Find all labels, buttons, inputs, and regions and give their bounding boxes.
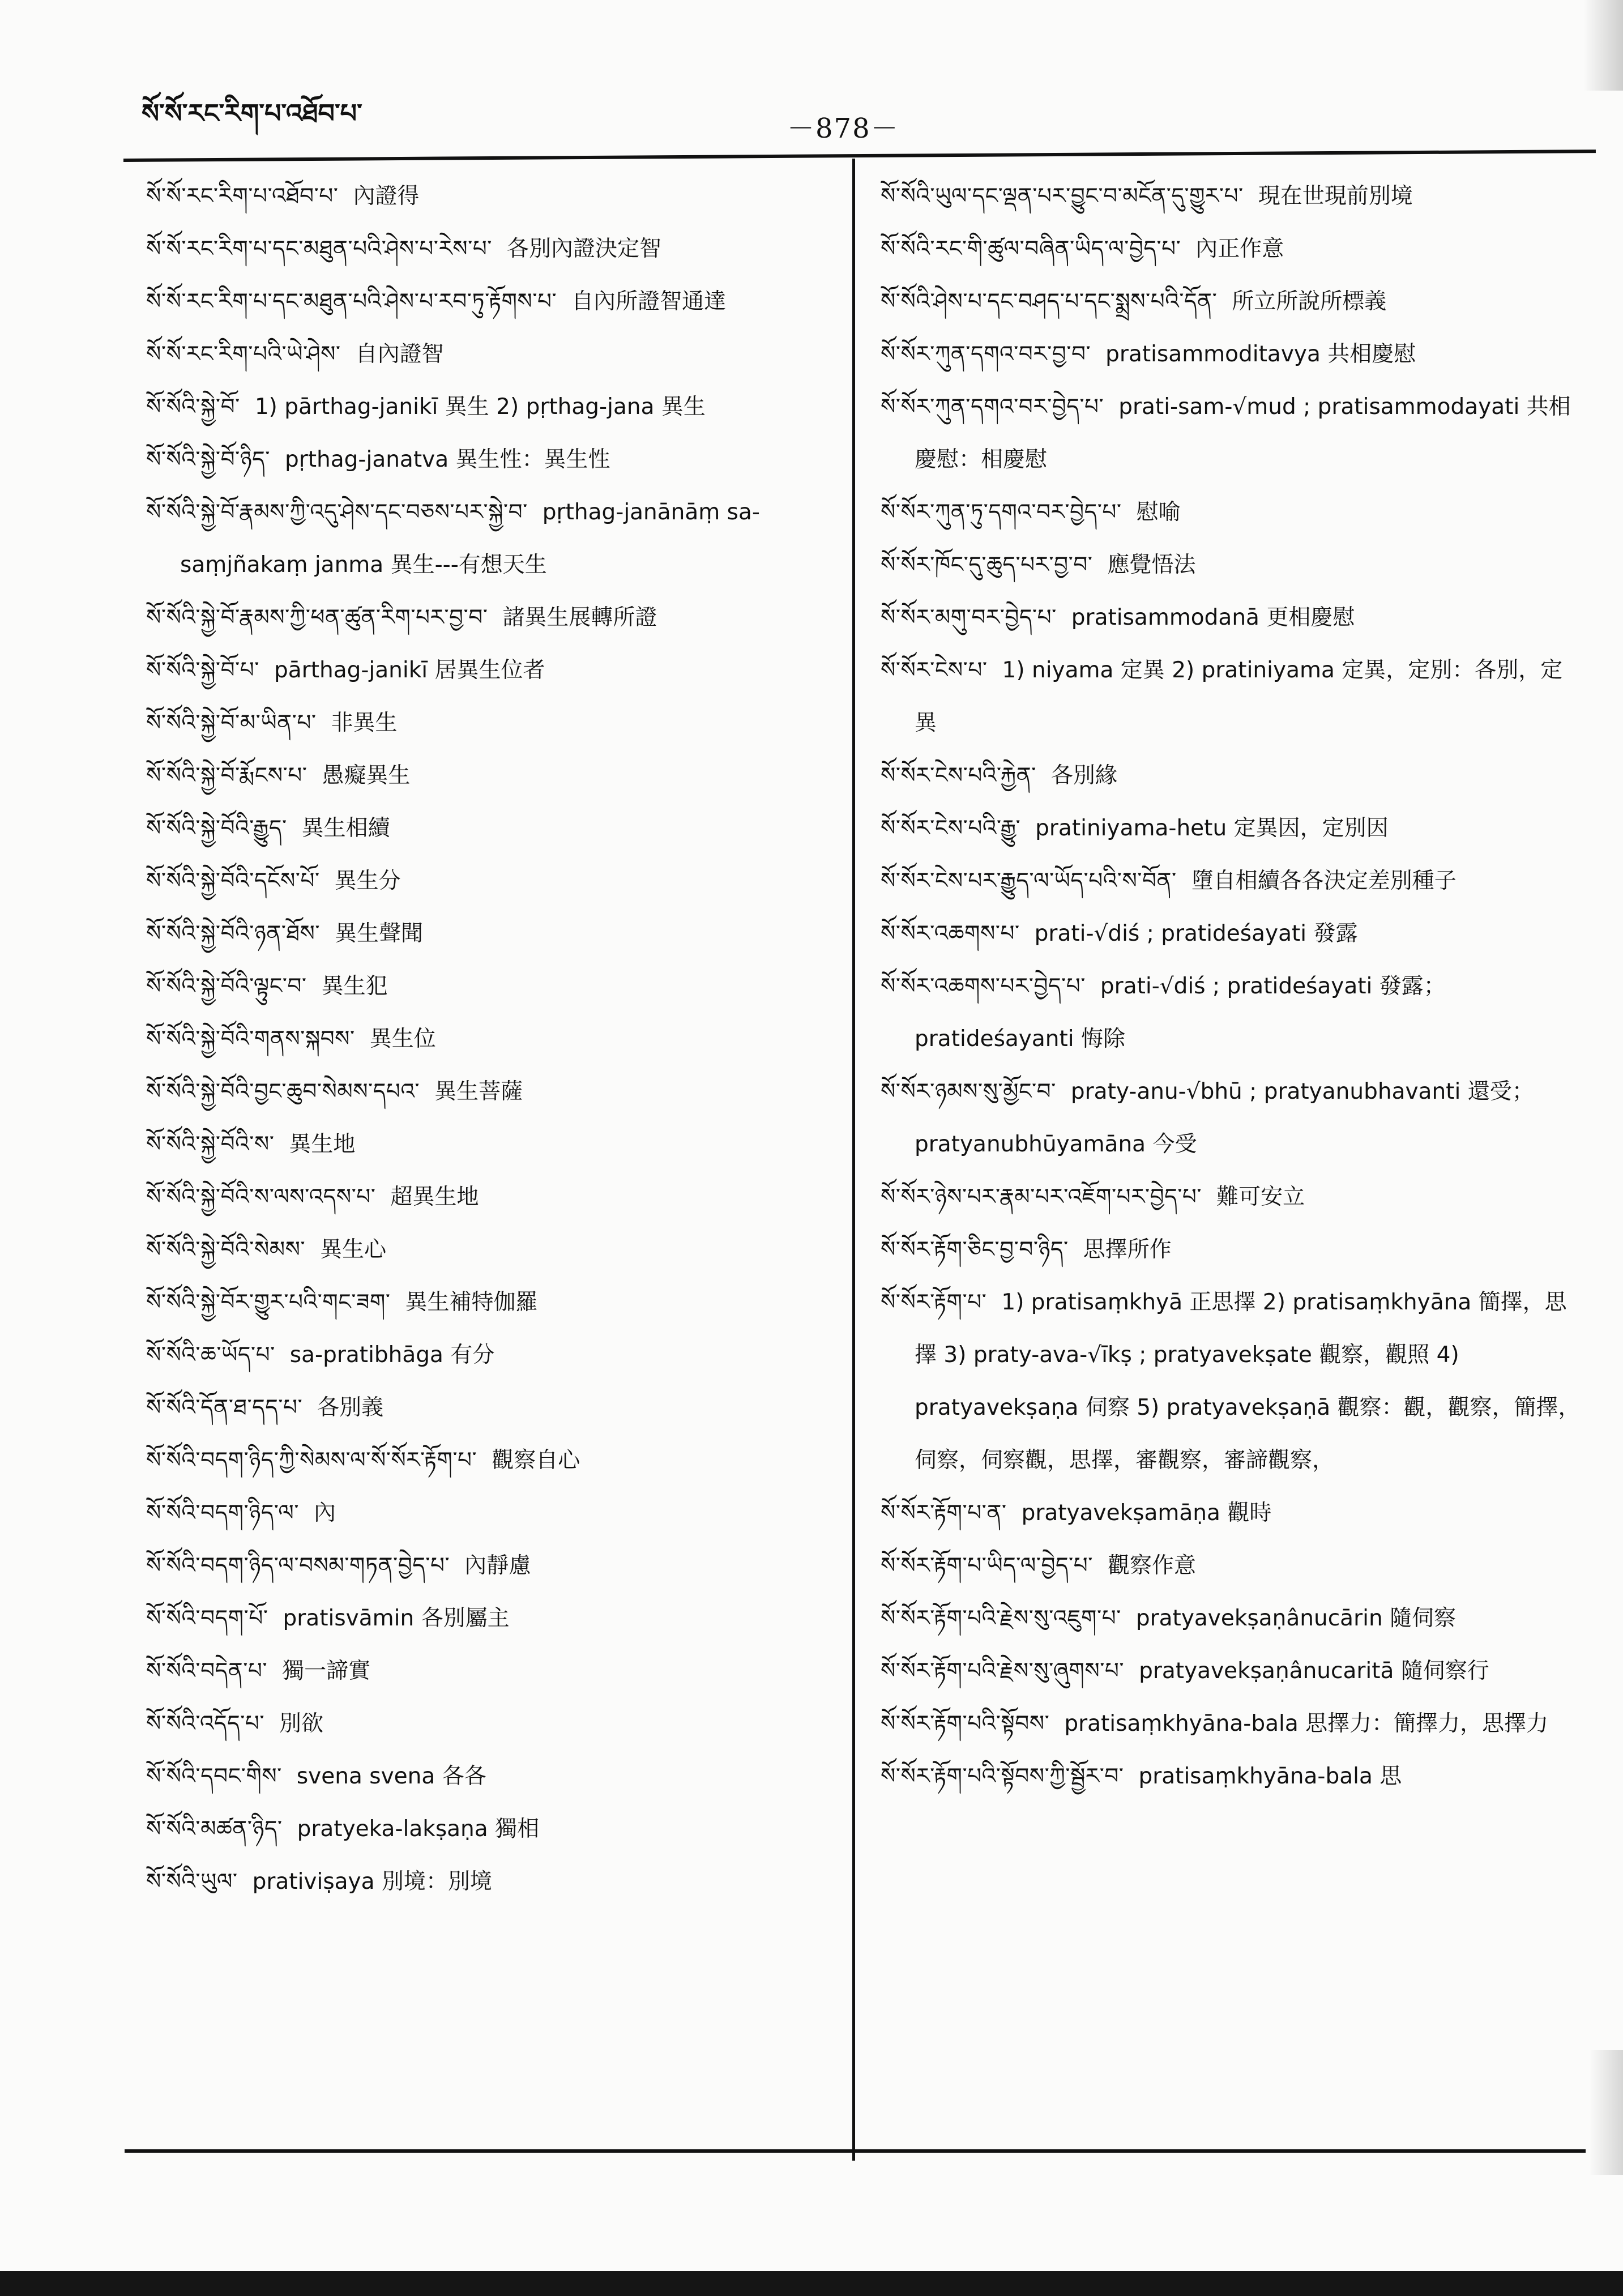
dictionary-entry xyxy=(881,1645,1583,1697)
entry-definition: pratyeka-lakṣaṇa 獨相 xyxy=(297,1816,540,1842)
entry-definition: 觀察自心 xyxy=(492,1448,580,1473)
tibetan-headword: སོ་སོར་ངེས་པའི་རྐྱེན་ xyxy=(881,763,1036,788)
dictionary-entry xyxy=(146,1487,848,1539)
entry-definition: 內證得 xyxy=(353,183,420,209)
entry-definition: pratisammoditavya 共相慶慰 xyxy=(1105,342,1416,367)
entry-definition: prati-√diś ; pratideśayati 發露；pratideśayanti 悔除 xyxy=(915,974,1446,1052)
tibetan-headword: སོ་སོར་རྟོག་པའི་རྗེས་སུ་འཇུག་པ་ xyxy=(881,1606,1121,1631)
tibetan-headword: སོ་སོར་འཆགས་པར་བྱེད་པ་ xyxy=(881,974,1086,999)
tibetan-headword: སོ་སོར་རྟོག་པའི་སྟོབས་ཀྱི་སྦྱོར་བ་ xyxy=(881,1764,1124,1789)
entry-definition: 自內證智 xyxy=(355,342,444,367)
entry-definition: 異生分 xyxy=(334,868,401,894)
entry-definition: 異生位 xyxy=(369,1026,436,1052)
dictionary-entry xyxy=(146,1592,848,1645)
dictionary-entry xyxy=(881,855,1583,907)
entry-definition: pratiniyama-hetu 定異因，定別因 xyxy=(1035,816,1389,841)
dictionary-entry xyxy=(146,855,848,907)
tibetan-headword: སོ་སོའི་སྐྱེ་བོ་རྣམས་ཀྱི་ཕན་ཚུན་རིག་པར་བྱ་བ་ xyxy=(146,605,488,630)
tibetan-headword: སོ་སོར་འཆགས་པ་ xyxy=(881,921,1020,946)
entry-definition: 思擇所作 xyxy=(1083,1237,1172,1262)
dictionary-entry xyxy=(146,1276,848,1329)
tibetan-headword: སོ་སོར་རྟོག་པ་ཡིད་ལ་བྱེད་པ་ xyxy=(881,1553,1093,1578)
dictionary-entry xyxy=(881,170,1583,223)
entry-definition: 異生地 xyxy=(289,1132,356,1157)
entry-definition: 1) niyama 定異 2) pratiniyama 定異，定別：各別，定異 xyxy=(915,658,1563,736)
dictionary-entry xyxy=(146,802,848,855)
entry-definition: pratyavekṣaṇânucaritā 隨伺察行 xyxy=(1139,1658,1489,1684)
entry-definition: 異生心 xyxy=(320,1237,387,1262)
right-column xyxy=(881,170,1583,1803)
entry-definition: 非異生 xyxy=(331,710,398,736)
dictionary-entry xyxy=(146,1013,848,1065)
entry-definition: svena svena 各各 xyxy=(296,1764,486,1789)
dictionary-entry xyxy=(881,1592,1583,1645)
tibetan-headword: སོ་སོའི་སྐྱེ་བོའི་རྒྱུད་ xyxy=(146,816,287,841)
tibetan-headword: སོ་སོར་ངེས་པའི་རྒྱུ་ xyxy=(881,816,1021,841)
dictionary-entry xyxy=(146,1803,848,1855)
left-column xyxy=(146,170,848,1908)
tibetan-headword: སོ་སོའི་སྐྱེ་བོའི་ལྟུང་བ་ xyxy=(146,974,307,999)
entry-definition: 1) pratisaṃkhyā 正思擇 2) pratisaṃkhyāna 簡擇，思擇 3) praty-ava-√īkṣ ; pratyavekṣate 觀察，觀照 4) pratyavekṣaṇa 伺察 5) pratyavekṣaṇā 觀察：觀，觀察，簡擇，伺察，伺察觀，思擇，審觀察，審諦觀察， xyxy=(915,1290,1581,1473)
dictionary-entry xyxy=(881,1223,1583,1276)
entry-definition: pratisvāmin 各別屬主 xyxy=(283,1606,510,1631)
entry-definition: 應覺悟法 xyxy=(1107,552,1196,578)
scan-bottom-band xyxy=(0,2271,1623,2296)
tibetan-headword: སོ་སོ་རང་རིག་པ་དང་མཐུན་པའི་ཤེས་པ་རབ་ཏུ་རྟོགས་པ་ xyxy=(146,289,557,314)
entry-definition: 異生菩薩 xyxy=(434,1079,523,1104)
dictionary-entry xyxy=(881,1750,1583,1803)
tibetan-headword: སོ་སོའི་ཡུལ་ xyxy=(146,1869,238,1894)
tibetan-headword: སོ་སོའི་བདག་ཉིད་ལ་བསམ་གཏན་བྱེད་པ་ xyxy=(146,1553,450,1578)
entry-definition: 內 xyxy=(314,1500,336,1526)
dictionary-entry xyxy=(881,1697,1583,1750)
scan-corner-shadow xyxy=(1583,0,1623,91)
tibetan-headword: སོ་སོ་རང་རིག་པ་འཐོབ་པ་ xyxy=(146,183,339,209)
tibetan-headword: སོ་སོར་རྟོག་པའི་རྗེས་སུ་ཞུགས་པ་ xyxy=(881,1658,1125,1684)
dictionary-entry xyxy=(146,1065,848,1118)
tibetan-headword: སོ་སོའི་བདག་ཉིད་ལ་ xyxy=(146,1500,300,1526)
tibetan-headword: སོ་སོར་ངེས་པར་རྒྱུད་ལ་ཡོད་པའི་ས་བོན་ xyxy=(881,868,1177,894)
tibetan-headword: སོ་སོ་རང་རིག་པ་དང་མཐུན་པའི་ཤེས་པ་རེས་པ་ xyxy=(146,236,492,262)
dictionary-entry xyxy=(146,1434,848,1487)
tibetan-headword: སོ་སོའི་བདེན་པ་ xyxy=(146,1658,268,1684)
entry-definition: pratisaṃkhyāna-bala 思 xyxy=(1138,1764,1402,1789)
dictionary-entry xyxy=(146,1223,848,1276)
dictionary-entry xyxy=(146,644,848,697)
dictionary-entry xyxy=(146,1855,848,1908)
entry-definition: 觀察作意 xyxy=(1107,1553,1196,1578)
tibetan-headword: སོ་སོའི་ཆ་ཡོད་པ་ xyxy=(146,1342,275,1368)
dictionary-entry xyxy=(881,1065,1583,1171)
tibetan-headword: སོ་སོའི་སྐྱེ་བོའི་གནས་སྐབས་ xyxy=(146,1026,355,1052)
entry-definition: pratisaṃkhyāna-bala 思擇力：簡擇力，思擇力 xyxy=(1064,1711,1549,1736)
tibetan-headword: སོ་སོའི་སྐྱེ་བོའི་ཉན་ཐོས་ xyxy=(146,921,321,946)
entry-definition: prativiṣaya 別境：別境 xyxy=(252,1869,492,1894)
entry-definition: 異生相續 xyxy=(301,816,390,841)
entry-definition: pratyavekṣaṇânucārin 隨伺察 xyxy=(1135,1606,1457,1631)
dictionary-entry xyxy=(881,223,1583,275)
dictionary-entry xyxy=(146,486,848,591)
tibetan-headword: སོ་སོའི་ཤེས་པ་དང་བཤད་པ་དང་སྨྲས་པའི་དོན་ xyxy=(881,289,1218,314)
tibetan-headword: སོ་སོའི་སྐྱེ་བོ་རྨོངས་པ་ xyxy=(146,763,307,788)
tibetan-headword: སོ་སོ་རང་རིག་པའི་ཡེ་ཤེས་ xyxy=(146,342,341,367)
tibetan-headword: སོ་སོའི་སྐྱེ་བོ་པ་ xyxy=(146,658,259,683)
tibetan-headword: སོ་སོའི་སྐྱེ་བོ་ xyxy=(146,394,240,420)
entry-definition: 各別緣 xyxy=(1050,763,1117,788)
dictionary-entry xyxy=(881,1171,1583,1223)
tibetan-headword: སོ་སོའི་སྐྱེ་བོའི་སེམས་ xyxy=(146,1237,306,1262)
tibetan-headword: སོ་སོའི་སྐྱེ་བོའི་བྱང་ཆུབ་སེམས་དཔའ་ xyxy=(146,1079,420,1104)
entry-definition: 愚癡異生 xyxy=(322,763,411,788)
entry-definition: pṛthag-janatva 異生性：異生性 xyxy=(284,447,610,472)
entry-definition: 自內所證智通達 xyxy=(571,289,727,314)
dictionary-entry xyxy=(146,1171,848,1223)
tibetan-headword: སོ་སོའི་དབང་གིས་ xyxy=(146,1764,282,1789)
dictionary-entry xyxy=(881,1487,1583,1539)
entry-definition: 1) pārthag-janikī 異生 2) pṛthag-jana 異生 xyxy=(254,394,706,420)
dictionary-entry xyxy=(881,749,1583,802)
dictionary-entry xyxy=(146,1697,848,1750)
tibetan-headword: སོ་སོའི་མཚན་ཉིད་ xyxy=(146,1816,283,1842)
tibetan-headword: སོ་སོར་རྟོག་ཅིང་བྱ་བ་ཉིད་ xyxy=(881,1237,1069,1262)
tibetan-headword: སོ་སོར་རྟོག་པ་ན་ xyxy=(881,1500,1007,1526)
tibetan-headword: སོ་སོའི་སྐྱེ་བོའི་ས་ལས་འདས་པ་ xyxy=(146,1184,376,1210)
entry-definition: pratisammodanā 更相慶慰 xyxy=(1071,605,1355,630)
dictionary-entry xyxy=(146,907,848,960)
tibetan-headword: སོ་སོར་རྟོག་པ་ xyxy=(881,1290,987,1315)
entry-definition: 內靜慮 xyxy=(464,1553,531,1578)
dictionary-entry xyxy=(146,381,848,433)
dictionary-entry xyxy=(881,328,1583,381)
tibetan-headword: སོ་སོར་ཁོང་དུ་ཆུད་པར་བྱ་བ་ xyxy=(881,552,1093,578)
tibetan-headword: སོ་སོར་ངེས་པ་ xyxy=(881,658,988,683)
tibetan-headword: སོ་སོར་ཀུན་ཏུ་དགའ་བར་བྱེད་པ་ xyxy=(881,500,1122,525)
entry-definition: prati-√diś ; pratideśayati 發露 xyxy=(1034,921,1358,946)
column-divider xyxy=(852,159,855,2161)
entry-definition: 難可安立 xyxy=(1216,1184,1305,1210)
entry-definition: 獨一諦實 xyxy=(282,1658,371,1684)
tibetan-headword: སོ་སོར་མགུ་བར་བྱེད་པ་ xyxy=(881,605,1057,630)
dictionary-entry xyxy=(146,1539,848,1592)
dictionary-entry xyxy=(881,539,1583,591)
tibetan-headword: སོ་སོའི་ཡུལ་དང་ལྡན་པར་བྱུང་བ་མངོན་དུ་གྱུར་པ་ xyxy=(881,183,1244,209)
dictionary-entry xyxy=(146,328,848,381)
tibetan-headword: སོ་སོའི་སྐྱེ་བོ་ཉིད་ xyxy=(146,447,270,472)
dictionary-entry xyxy=(146,433,848,486)
page-edge-shadow xyxy=(1589,2050,1623,2175)
tibetan-headword: སོ་སོའི་བདག་ཉིད་ཀྱི་སེམས་ལ་སོ་སོར་རྟོག་པ་ xyxy=(146,1448,477,1473)
tibetan-headword: སོ་སོར་ཉམས་སུ་མྱོང་བ་ xyxy=(881,1079,1056,1104)
entry-definition: sa-pratibhāga 有分 xyxy=(289,1342,495,1368)
dictionary-entry xyxy=(881,960,1583,1065)
tibetan-headword: སོ་སོར་ཀུན་དགའ་བར་བྱ་བ་ xyxy=(881,342,1091,367)
dictionary-entry xyxy=(146,1750,848,1803)
dictionary-entry xyxy=(881,275,1583,328)
dictionary-entry xyxy=(146,591,848,644)
tibetan-headword: སོ་སོའི་སྐྱེ་བོར་གྱུར་པའི་གང་ཟག་ xyxy=(146,1290,391,1315)
tibetan-headword: སོ་སོའི་དོན་ཐ་དད་པ་ xyxy=(146,1395,303,1420)
entry-definition: 諸異生展轉所證 xyxy=(502,605,657,630)
dictionary-entry xyxy=(146,275,848,328)
entry-definition: praty-anu-√bhū ; pratyanubhavanti 還受；pratyanubhūyamāna 今受 xyxy=(915,1079,1534,1157)
tibetan-headword: སོ་སོའི་བདག་པོ་ xyxy=(146,1606,268,1631)
tibetan-headword: སོ་སོའི་རང་གི་ཚུལ་བཞིན་ཡིད་ལ་བྱེད་པ་ xyxy=(881,236,1181,262)
running-header: སོ་སོ་རང་རིག་པ་འཐོབ་པ་ xyxy=(142,98,362,129)
entry-definition: 現在世現前別境 xyxy=(1258,183,1413,209)
tibetan-headword: སོ་སོའི་སྐྱེ་བོའི་ས་ xyxy=(146,1132,275,1157)
entry-definition: 各別內證決定智 xyxy=(506,236,661,262)
dictionary-entry xyxy=(881,907,1583,960)
page-number: －878－ xyxy=(787,113,899,144)
tibetan-headword: སོ་སོའི་སྐྱེ་བོ་མ་ཡིན་པ་ xyxy=(146,710,317,736)
dictionary-entry xyxy=(146,960,848,1013)
dictionary-entry xyxy=(146,1381,848,1434)
dictionary-entry xyxy=(146,223,848,275)
tibetan-headword: སོ་སོར་རྟོག་པའི་སྟོབས་ xyxy=(881,1711,1050,1736)
entry-definition: pārthag-janikī 居異生位者 xyxy=(274,658,545,683)
dictionary-entry xyxy=(881,486,1583,539)
dictionary-entry xyxy=(881,644,1583,749)
dictionary-entry xyxy=(146,697,848,749)
dictionary-entry xyxy=(881,1539,1583,1592)
dictionary-entry xyxy=(146,749,848,802)
dictionary-entry xyxy=(146,1118,848,1171)
tibetan-headword: སོ་སོའི་སྐྱེ་བོ་རྣམས་ཀྱི་འདུ་ཤེས་དང་བཅས་པར་སྐྱེ་བ་ xyxy=(146,500,528,525)
entry-definition: 慰喻 xyxy=(1136,500,1181,525)
entry-definition: 異生聲聞 xyxy=(335,921,424,946)
dictionary-entry xyxy=(146,1329,848,1381)
dictionary-entry xyxy=(881,802,1583,855)
entry-definition: 所立所說所標義 xyxy=(1232,289,1387,314)
dictionary-entry xyxy=(146,1645,848,1697)
entry-definition: pratyavekṣamāṇa 觀時 xyxy=(1021,1500,1272,1526)
bottom-rule xyxy=(125,2149,1586,2153)
tibetan-headword: སོ་སོར་ཀུན་དགའ་བར་བྱེད་པ་ xyxy=(881,394,1104,420)
entry-definition: prati-sam-√mud ; pratisammodayati 共相慶慰：相慶慰 xyxy=(915,394,1571,472)
dictionary-entry xyxy=(881,381,1583,486)
entry-definition: 異生犯 xyxy=(321,974,388,999)
entry-definition: 異生補特伽羅 xyxy=(405,1290,538,1315)
entry-definition: 別欲 xyxy=(279,1711,324,1736)
entry-definition: 內正作意 xyxy=(1195,236,1284,262)
entry-definition: pṛthag-janānāṃ sa-saṃjñakaṃ janma 異生---有想天生 xyxy=(180,500,760,578)
tibetan-headword: སོ་སོའི་སྐྱེ་བོའི་དངོས་པོ་ xyxy=(146,868,320,894)
dictionary-entry xyxy=(146,170,848,223)
dictionary-entry xyxy=(881,1276,1583,1487)
entry-definition: 墮自相續各各決定差別種子 xyxy=(1191,868,1457,894)
entry-definition: 超異生地 xyxy=(390,1184,479,1210)
entry-definition: 各別義 xyxy=(317,1395,384,1420)
tibetan-headword: སོ་སོར་ཉེས་པར་རྣམ་པར་འཇོག་པར་བྱེད་པ་ xyxy=(881,1184,1202,1210)
dictionary-entry xyxy=(881,591,1583,644)
tibetan-headword: སོ་སོའི་འདོད་པ་ xyxy=(146,1711,265,1736)
